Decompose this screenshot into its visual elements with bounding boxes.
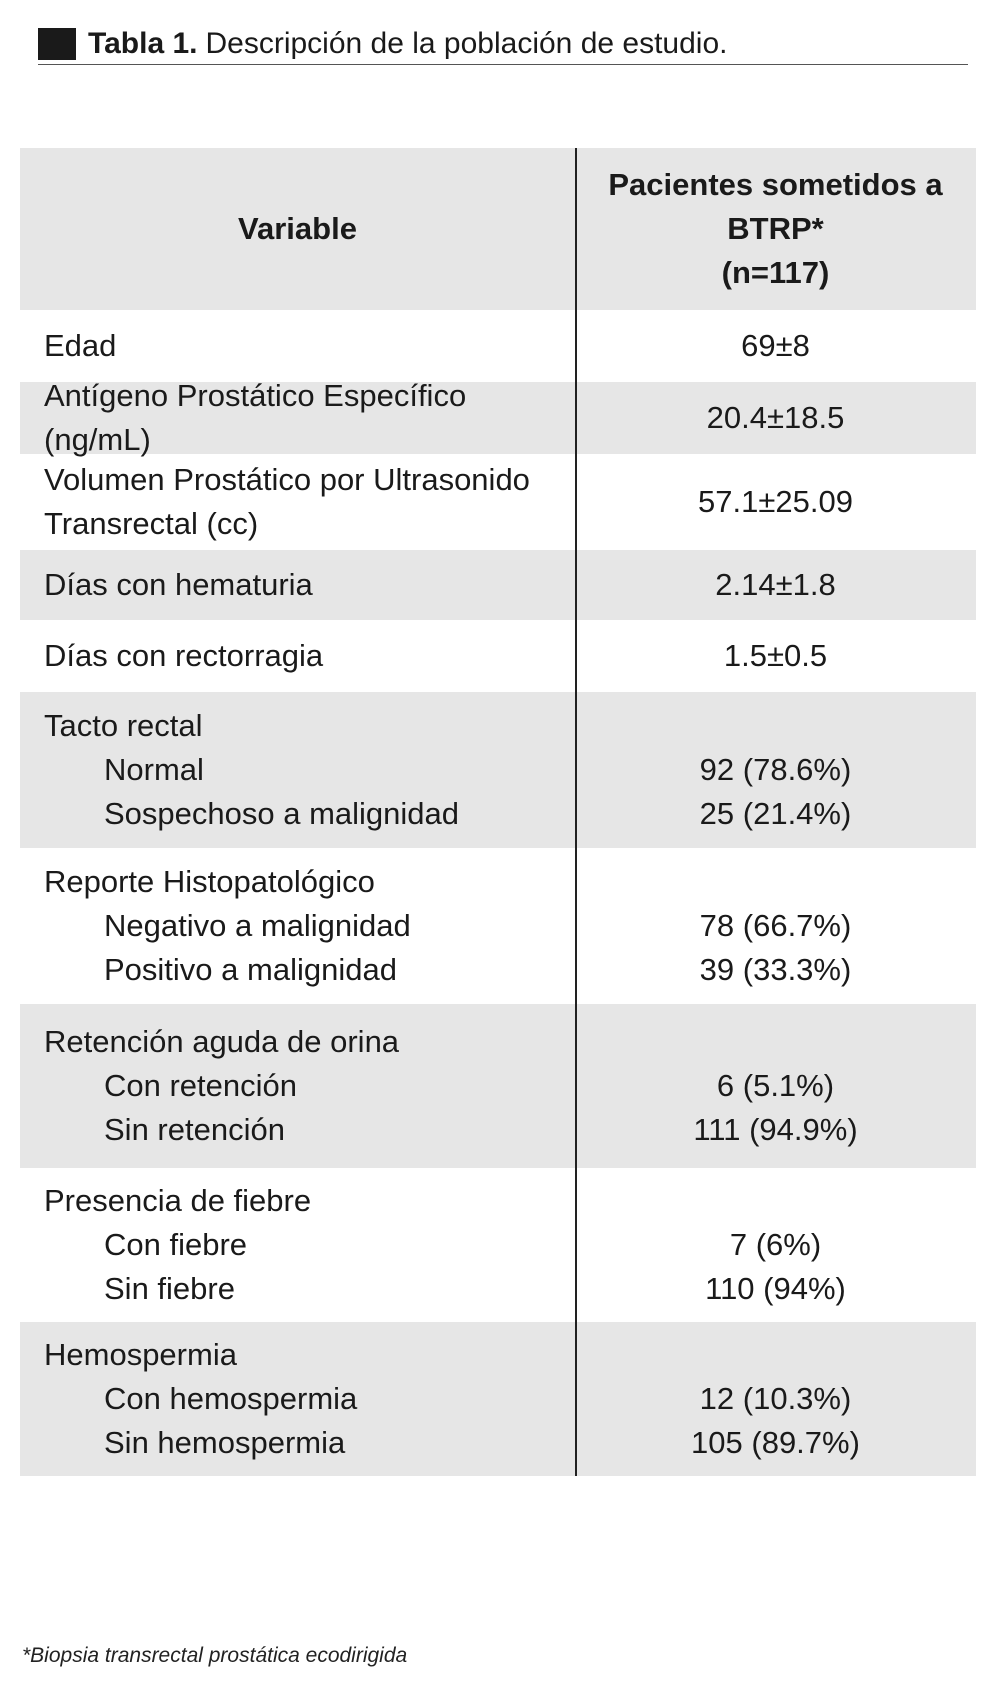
column-divider — [575, 454, 577, 550]
caption-label: Tabla 1. — [88, 27, 198, 60]
row-value: 2.14±1.8 — [715, 567, 836, 602]
group-item-value: 78 (66.7%) — [699, 908, 852, 943]
group-item-value: 110 (94%) — [705, 1271, 846, 1306]
group-item-label: Sin fiebre — [104, 1271, 235, 1306]
table-group-row — [20, 1322, 976, 1476]
group-item-label: Sospechoso a malignidad — [104, 796, 460, 831]
group-values — [575, 1168, 976, 1322]
caption-square-icon — [38, 28, 76, 60]
group-values — [575, 848, 976, 1004]
group-values — [575, 692, 976, 848]
column-divider — [575, 1004, 577, 1168]
row-variable: Días con rectorragia — [44, 638, 324, 673]
table-row — [20, 378, 976, 457]
group-item-label: Sin hemospermia — [104, 1425, 346, 1460]
header-group-line3: (n=117) — [721, 255, 830, 290]
group-variable — [20, 848, 575, 1004]
group-item-value: 25 (21.4%) — [699, 796, 852, 831]
table-group-row — [20, 848, 976, 1004]
group-values — [575, 1004, 976, 1168]
group-item-value: 6 (5.1%) — [716, 1068, 835, 1103]
row-value: 57.1±25.09 — [698, 484, 853, 519]
table-group-row — [20, 1168, 976, 1322]
header-variable: Variable — [238, 211, 357, 246]
table-footnote: *Biopsia transrectal prostática ecodirigida — [22, 1644, 408, 1667]
caption-text: Descripción de la población de estudio. — [205, 27, 728, 60]
header-group-line2: BTRP* — [727, 211, 824, 246]
group-title: Reporte Histopatológico — [44, 864, 375, 899]
row-variable: Antígeno Prostático Específico (ng/mL) — [44, 378, 467, 457]
group-item-label: Sin retención — [104, 1112, 285, 1147]
row-variable-line1: Volumen Prostático por Ultrasonido — [44, 462, 530, 497]
column-divider — [575, 382, 577, 454]
group-item-label: Normal — [104, 752, 204, 787]
group-values — [575, 1322, 976, 1476]
table-group-row — [20, 1004, 976, 1168]
group-item-label: Negativo a malignidad — [104, 908, 411, 943]
group-variable — [20, 1168, 575, 1322]
header-group — [575, 148, 976, 310]
row-variable: Edad — [44, 328, 117, 363]
group-item-value: 105 (89.7%) — [691, 1425, 860, 1460]
group-item-label: Con retención — [104, 1068, 298, 1103]
group-title: Tacto rectal — [44, 708, 203, 743]
table-header-row — [20, 148, 976, 310]
table-row — [20, 550, 976, 620]
row-variable: Días con hematuria — [44, 567, 313, 602]
table-caption — [38, 24, 968, 65]
group-item-value: 7 (6%) — [729, 1227, 822, 1262]
column-divider — [575, 310, 577, 382]
row-value: 1.5±0.5 — [723, 638, 828, 673]
column-divider — [575, 1322, 577, 1476]
group-item-value: 92 (78.6%) — [699, 752, 852, 787]
group-title: Retención aguda de orina — [44, 1024, 400, 1059]
group-item-label: Con fiebre — [104, 1227, 248, 1262]
table-group-row — [20, 692, 976, 848]
group-variable — [20, 692, 575, 848]
table-row — [20, 310, 976, 382]
column-divider — [575, 148, 577, 310]
population-table — [20, 148, 976, 1476]
column-divider — [575, 692, 577, 848]
row-value: 20.4±18.5 — [706, 400, 845, 435]
header-group-line1: Pacientes sometidos a — [608, 167, 943, 202]
group-item-value: 111 (94.9%) — [693, 1112, 858, 1147]
group-item-value: 12 (10.3%) — [699, 1381, 852, 1416]
table-row — [20, 620, 976, 692]
group-title: Presencia de fiebre — [44, 1183, 312, 1218]
group-variable — [20, 1004, 575, 1168]
row-variable-line2: Transrectal (cc) — [44, 506, 259, 541]
column-divider — [575, 550, 577, 620]
table-row — [20, 454, 976, 550]
row-value: 69±8 — [741, 328, 810, 363]
row-variable — [20, 454, 575, 550]
column-divider — [575, 620, 577, 692]
column-divider — [575, 1168, 577, 1322]
group-item-label: Con hemospermia — [104, 1381, 358, 1416]
group-variable — [20, 1322, 575, 1476]
group-item-label: Positivo a malignidad — [104, 952, 397, 987]
column-divider — [575, 848, 577, 1004]
group-title: Hemospermia — [44, 1337, 237, 1372]
group-item-value: 39 (33.3%) — [699, 952, 852, 987]
